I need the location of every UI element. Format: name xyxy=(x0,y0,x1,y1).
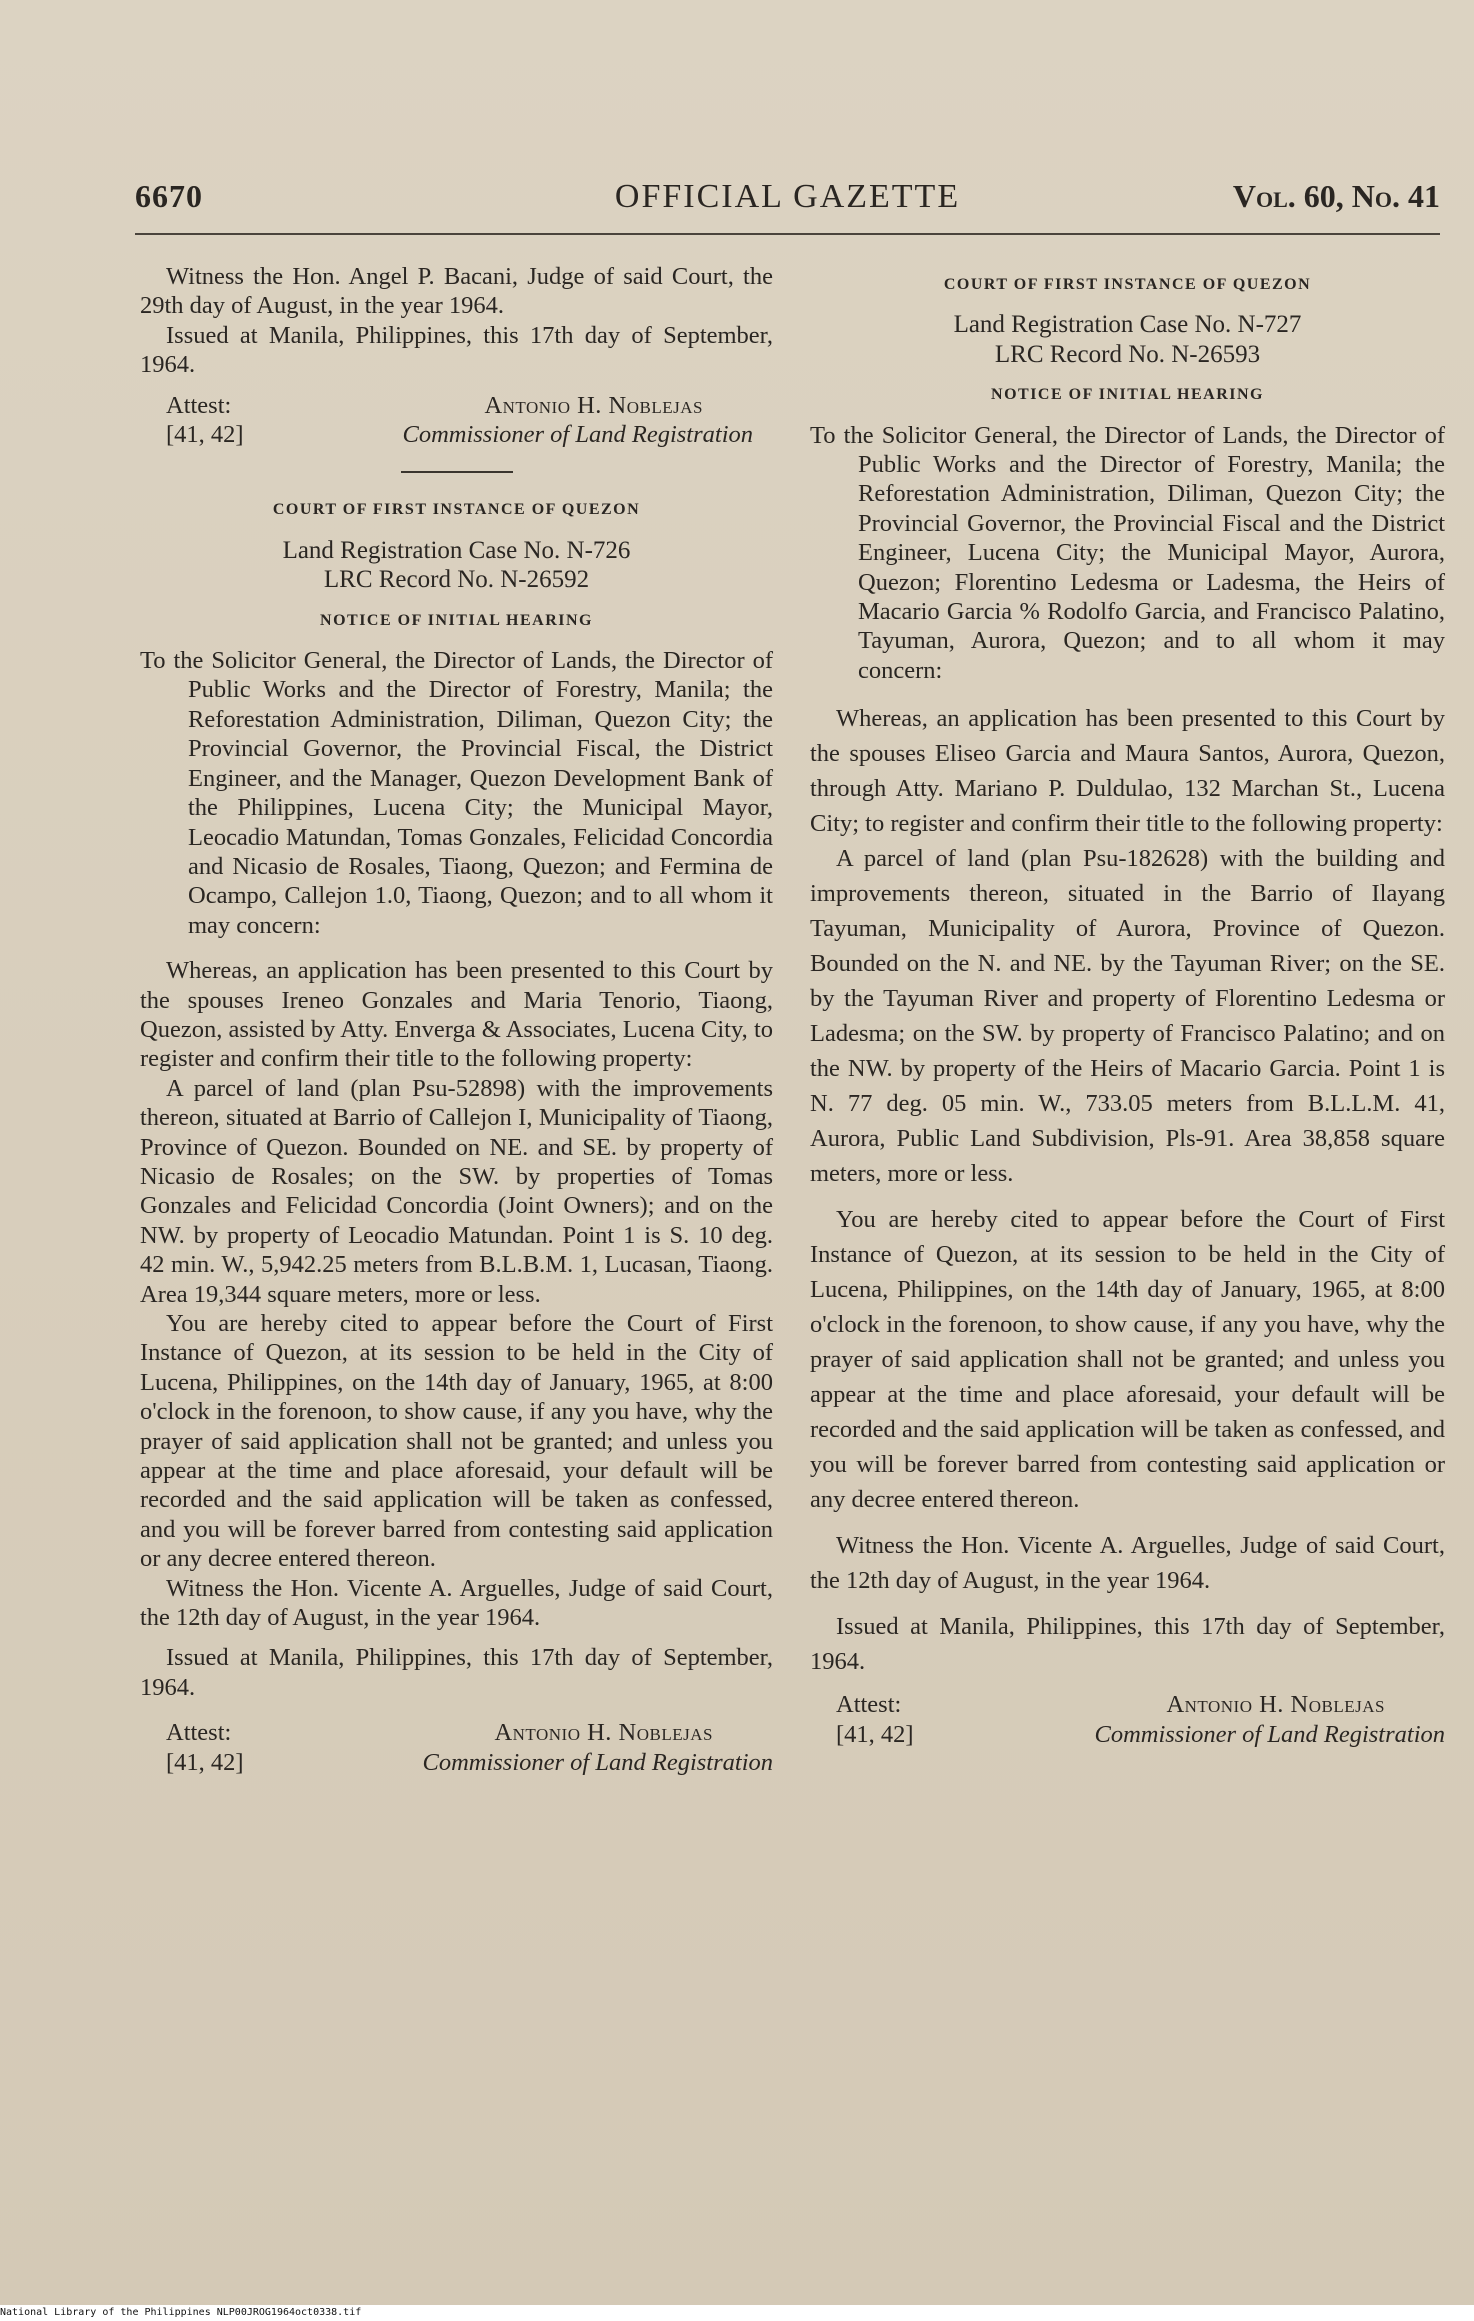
record-number: LRC Record No. N-26592 xyxy=(323,566,590,594)
attest-title-line xyxy=(810,1720,1445,1749)
record-number: LRC Record No. N-26593 xyxy=(994,340,1261,368)
court-heading: COURT OF FIRST INSTANCE OF QUEZON xyxy=(272,501,641,519)
left-column xyxy=(140,262,773,1777)
attest-ref: [41, 42] xyxy=(836,1720,914,1748)
intro-attest-title: Commissioner of Land Registration xyxy=(402,421,753,449)
right-column xyxy=(810,262,1445,1749)
intro-attest-line xyxy=(140,391,773,420)
court-heading: COURT OF FIRST INSTANCE OF QUEZON xyxy=(943,276,1312,293)
publication-title: OFFICIAL GAZETTE xyxy=(614,178,961,215)
intro-witness: Witness the Hon. Angel P. Bacani, Judge of said Court, the 29th day of August, in the year 1964. xyxy=(140,263,773,320)
intro-attest-title-line xyxy=(140,420,773,449)
header-rule xyxy=(135,233,1440,235)
issued-paragraph: Issued at Manila, Philippines, this 17th day of September, 1964. xyxy=(140,1644,773,1701)
attest-ref: [41, 42] xyxy=(166,1748,244,1776)
attest-title: Commissioner of Land Registration xyxy=(1094,1720,1445,1748)
attest-line xyxy=(140,1718,773,1747)
intro-ref: [41, 42] xyxy=(166,421,244,449)
attest-name: Antonio H. Noblejas xyxy=(1166,1691,1385,1719)
whereas-paragraph: Whereas, an application has been presented to this Court by the spouses Eliseo Garcia and Maura Santos, Aurora, Quezon, through Atty. Mariano P. Duldulao, 132 Marchan St., Lucena City; to register and confirm their title to the following property: xyxy=(810,705,1445,838)
cited-paragraph: You are hereby cited to appear before the Court of First Instance of Quezon, at its session to be held in the City of Lucena, Philippines, on the 14th day of January, 1965, at 8:00 o'clock in the forenoon, to show cause, if any you have, why the prayer of said application shall not be granted; and unless you appear at the time and place aforesaid, your default will be recorded and the said application will be taken as confessed, and you will be forever barred from contesting said application or any decree entered thereon. xyxy=(140,1310,773,1573)
section-divider xyxy=(401,471,513,473)
intro-attest-name: Antonio H. Noblejas xyxy=(484,391,703,419)
parcel-paragraph: A parcel of land (plan Psu-52898) with the improvements thereon, situated at Barrio of Callejon I, Municipality of Tiaong, Province of Quezon. Bounded on NE. and SE. by property of Nicasio de Rosales; on the SW. by properties of Tomas Gonzales and Felicidad Concordia (Joint Owners); and on the NW. by property of Leocadio Matundan. Point 1 is S. 10 deg. 42 min. W., 5,942.25 meters from B.L.B.M. 1, Lucasan, Tiaong. Area 19,344 square meters, more or less. xyxy=(140,1074,773,1308)
notice-heading: NOTICE OF INITIAL HEARING xyxy=(320,611,593,629)
witness-paragraph: Witness the Hon. Vicente A. Arguelles, Judge of said Court, the 12th day of August, in the year 1964. xyxy=(810,1532,1445,1595)
intro-issued: Issued at Manila, Philippines, this 17th day of September, 1964. xyxy=(140,321,773,379)
attest-label: Attest: xyxy=(166,1719,232,1747)
parcel-paragraph: A parcel of land (plan Psu-182628) with the building and improvements thereon, situated in the Barrio of Ilayang Tayuman, Municipality of Aurora, Province of Quezon. Bounded on the N. and NE. by the Tayuman River; on the SE. by the Tayuman River and property of Florentino Ledesma or Ladesma; on the SW. by property of Francisco Palatino; and on the NW. by property of the Heirs of Macario Garcia. Point 1 is N. 77 deg. 05 min. W., 733.05 meters from B.L.L.M. 41, Aurora, Public Land Subdivision, Pls-91. Area 38,858 square meters, more or less. xyxy=(810,845,1445,1188)
issued-paragraph: Issued at Manila, Philippines, this 17th day of September, 1964. xyxy=(810,1613,1445,1676)
attest-label: Attest: xyxy=(836,1691,902,1719)
page-header xyxy=(135,178,1440,228)
cited-paragraph: You are hereby cited to appear before the Court of First Instance of Quezon, at its session to be held in the City of Lucena, Philippines, on the 14th day of January, 1965, at 8:00 o'clock in the forenoon, to show cause, if any you have, why the prayer of said application shall not be granted; and unless you appear at the time and place aforesaid, your default will be recorded and the said application will be taken as confessed, and you will be forever barred from contesting said application or any decree entered thereon. xyxy=(810,1206,1445,1514)
case-number: Land Registration Case No. N-727 xyxy=(953,311,1302,339)
page-number: 6670 xyxy=(135,178,203,214)
attest-name: Antonio H. Noblejas xyxy=(494,1719,713,1747)
volume-number: Vol. 60, No. 41 xyxy=(1232,178,1440,214)
case-number: Land Registration Case No. N-726 xyxy=(282,536,631,564)
attest-title: Commissioner of Land Registration xyxy=(422,1748,773,1776)
address-paragraph: To the Solicitor General, the Director of Lands, the Director of Public Works and the Director of Forestry, Manila; the Reforestation Administration, Diliman, Quezon City; the Provincial Governor, the Provincial Fiscal, the District Engineer, and the Manager, Quezon Development Bank of the Philippines, Lucena City; the Municipal Mayor, Leocadio Matundan, Tomas Gonzales, Felicidad Concordia and Nicasio de Rosales, Tiaong, Quezon; and Fermina de Ocampo, Callejon 1.0, Tiaong, Quezon; and to all whom it may concern: xyxy=(140,647,773,939)
scan-footer: National Library of the Philippines NLP00JROG1964oct0338.tif xyxy=(0,2305,1474,2321)
whereas-paragraph: Whereas, an application has been presented to this Court by the spouses Ireneo Gonzales and Maria Tenorio, Tiaong, Quezon, assisted by Atty. Enverga & Associates, Lucena City, to register and confirm their title to the following property: xyxy=(140,957,773,1073)
attest-title-line xyxy=(140,1748,773,1777)
attest-line xyxy=(810,1690,1445,1719)
address-paragraph: To the Solicitor General, the Director of Lands, the Director of Public Works and the Director of Forestry, Manila; the Reforestation Administration, Diliman, Quezon City; the Provincial Governor, the Provincial Fiscal and the District Engineer, Lucena City; the Municipal Mayor, Aurora, Quezon; Florentino Ledesma or Ladesma, the Heirs of Macario Garcia % Rodolfo Garcia, and Francisco Palatino, Tayuman, Aurora, Quezon; and to all whom it may concern: xyxy=(810,421,1445,684)
intro-attest-label: Attest: xyxy=(166,391,232,419)
witness-paragraph: Witness the Hon. Vicente A. Arguelles, Judge of said Court, the 12th day of August, in the year 1964. xyxy=(140,1574,773,1632)
notice-heading: NOTICE OF INITIAL HEARING xyxy=(991,386,1264,404)
